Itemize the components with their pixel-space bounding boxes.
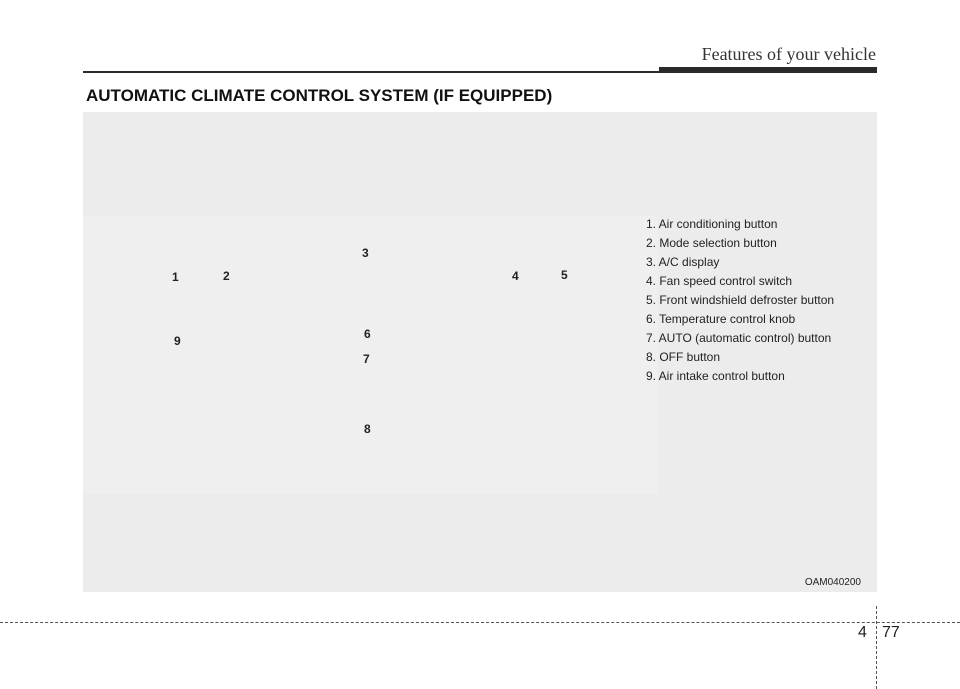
legend-item: 6. Temperature control knob (646, 312, 796, 326)
header-rule-thick (659, 67, 877, 73)
callout-5: 5 (561, 268, 568, 282)
header-rule-thin (83, 71, 659, 73)
chapter-number: 4 (858, 624, 867, 641)
callout-6: 6 (364, 327, 371, 341)
legend-item: 1. Air conditioning button (646, 217, 778, 231)
callout-4: 4 (512, 269, 519, 283)
callout-3: 3 (362, 246, 369, 260)
callout-8: 8 (364, 422, 371, 436)
section-title: AUTOMATIC CLIMATE CONTROL SYSTEM (IF EQUIPPED) (86, 86, 553, 105)
callout-2: 2 (223, 269, 230, 283)
control-panel-area (83, 216, 658, 494)
legend-item: 3. A/C display (646, 255, 720, 269)
legend-item: 9. Air intake control button (646, 369, 785, 383)
legend-item: 8. OFF button (646, 350, 721, 364)
legend-item: 7. AUTO (automatic control) button (646, 331, 832, 345)
climate-control-figure (83, 112, 877, 592)
legend-item: 2. Mode selection button (646, 236, 777, 250)
footer-divider (876, 606, 877, 689)
callout-9: 9 (174, 334, 181, 348)
page-number: 77 (882, 624, 900, 641)
component-legend (646, 215, 834, 386)
callout-1: 1 (172, 270, 179, 284)
figure-code: OAM040200 (804, 577, 861, 588)
legend-item: 5. Front windshield defroster button (646, 293, 835, 307)
callout-7: 7 (363, 352, 370, 366)
footer-rule (0, 622, 960, 623)
running-header: Features of your vehicle (701, 44, 876, 64)
legend-item: 4. Fan speed control switch (646, 274, 793, 288)
